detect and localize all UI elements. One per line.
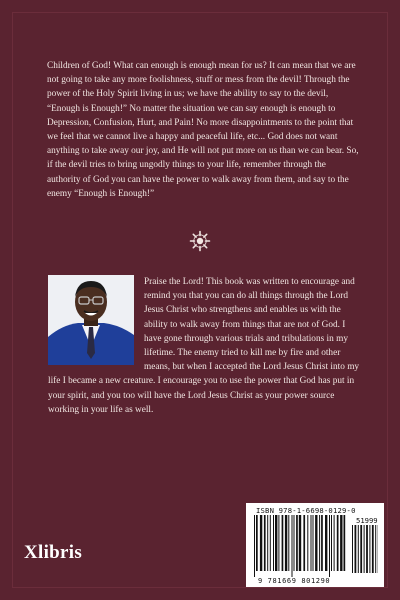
sunburst-ornament-icon [189, 230, 211, 252]
barcode-number: 9 781669 801290 [258, 577, 331, 585]
blurb-text: Children of God! What can enough is enough mean for us? It can mean that we are not going to take any more foolishness, stuff or mess from the devil! Through the power of the Holy Spirit living in us; we have the ability to say to the devil, “Enough is Enough!” No matter the situation we can say enough is enough to Depression, Confusion, Hurt, and Pain! No more disappointments to the point that we feel that we cannot live a happy and peaceful life, etc... God does not want anything to take away our joy, and He will not put more on us than we can bear. So, if the devil tries to bring ungodly things to your life, remember through the authority of God you can have the power to walk away from them, and say to the enemy “Enough is Enough!” [47, 61, 359, 199]
publisher-logo: Xlibris [24, 542, 83, 563]
photo-wrap-spacer [48, 275, 144, 366]
price-code-label: 51999 [356, 516, 378, 525]
isbn-label: ISBN 978-1-6698-0129-0 [256, 506, 356, 515]
author-bio-container [48, 275, 360, 417]
isbn-barcode [246, 503, 384, 587]
author-bio-text: Praise the Lord! This book was written to encourage and remind you that you can do all things through the Lord Jesus Christ who strengthens and enables us with the ability to walk away from things that are not of God. I have gone through various trials and tribulations in my lifetime. The enemy tried to kill me by fire and other means, but when I accepted the Lord Jesus Christ into my life I became a new creature. I encourage you to use the power that God has put in your spirit, and you too will have the Lord Jesus Christ as your power source working in your life as well. [48, 277, 360, 415]
barcode-bars [254, 515, 378, 577]
